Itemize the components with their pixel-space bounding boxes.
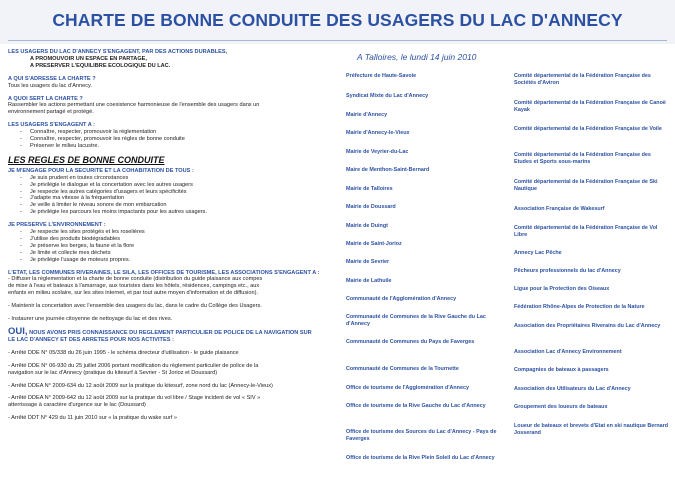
charter-text-column [8, 49, 334, 422]
decree-item: navigation sur le lac d'Annecy (pratique du kitesurf à Sevrier - St Jorioz et Doussard) [8, 369, 218, 376]
signatory: Comité départemental de la Fédération Française de Canoë Kayak [514, 100, 666, 113]
section-heading: LES USAGERS S'ENGAGENT A : [8, 122, 96, 129]
signatory: Mairie de Veyrier-du-Lac [346, 149, 409, 155]
list-item: - Je privilégie le dialogue et la concertation avec les autres usagers [8, 182, 334, 189]
signatory: Communauté de Communes de la Tournette [346, 366, 459, 372]
list-item: - Je suis prudent en toutes circonstances [8, 175, 334, 182]
body-text: Rassembler les actions permettant une coexistence harmonieuse de l'ensemble des usagers dans un [8, 102, 260, 109]
decree-item: - Arrêté DDE N° 06-930 du 25 juillet 2006 portant modification du règlement particulier de police de la [8, 362, 259, 369]
list-item: - Connaître, respecter, promouvoir les règles de bonne conduite [8, 136, 334, 143]
commitment-heading-text: NOUS AVONS PRIS CONNAISSANCE DU REGLEMENT PARTICULIER DE POLICE DE LA NAVIGATION SUR [27, 330, 312, 336]
list-item: - Je privilégie l'usage de moteurs propres. [8, 257, 334, 264]
signatory: Préfecture de Haute-Savoie [346, 73, 417, 79]
list-item: - Préserver le milieu lacustre. [8, 143, 334, 150]
body-text: environnement partagé et protégé. [8, 109, 94, 116]
signatory: Mairie d'Annecy-le-Vieux [346, 130, 410, 136]
decree-item: - Arrêté DDEA N° 2009-634 du 12 août 2009 sur la pratique du kitesurf, zone nord du lac (Annecy-le-Vieux) [8, 382, 273, 389]
body-text: enfants en milieu scolaire, sur les sites internet, et par tout autre moyen d'information et de diffusion). [8, 290, 259, 297]
signatory: Mairie de Duingt [346, 223, 388, 229]
signatory: Association Française de Wakesurf [514, 206, 605, 212]
body-text: de mise à l'eau et bateaux à l'amarrage, aux touristes dans les hôtels, résidences, campings etc., aux [8, 283, 260, 290]
list-item: - Je respecte les sites protégés et les roselières [8, 229, 334, 236]
rules-title: LES REGLES DE BONNE CONDUITE [8, 154, 165, 165]
list-item: - J'utilise des produits biodégradables [8, 236, 334, 243]
signatory: Comité départemental de la Fédération Française de Vol Libre [514, 225, 658, 238]
signatory: Loueur de bateaux et brevets d'Etat en ski nautique Bernard Josserand [514, 423, 669, 436]
intro-point: A PRESERVER L'EQUILIBRE ECOLOGIQUE DU LAC. [30, 62, 171, 69]
signatory: Office de tourisme des Sources du Lac d'Annecy - Pays de Faverges [346, 429, 497, 442]
signatory: Mairie de Saint-Jorioz [346, 241, 402, 247]
list-item: - J'adapte ma vitesse à la fréquentation [8, 195, 334, 202]
commitment-heading-line: LE LAC D'ANNECY ET DES ARRETES POUR NOS ACTIVITES : [8, 336, 174, 343]
signatory: Office de tourisme de la Rive Plein Soleil du Lac d'Annecy [346, 455, 495, 461]
section-heading: JE M'ENGAGE POUR LA SECURITE ET LA COHABITATION DE TOUS : [8, 167, 194, 174]
signatory: Communauté de Communes du Pays de Faverges [346, 339, 475, 345]
signatory: Mairie de Lathuile [346, 278, 392, 284]
list-item: - Je respecte les autres catégories d'usagers et leurs spécificités [8, 189, 334, 196]
signatory: Office de tourisme de la Rive Gauche du Lac d'Annecy [346, 403, 486, 409]
signatory: Fédération Rhône-Alpes de Protection de la Nature [514, 304, 645, 310]
page-title: CHARTE DE BONNE CONDUITE DES USAGERS DU LAC D'ANNECY [52, 10, 623, 30]
section-heading: JE PRESERVE L'ENVIRONNEMENT : [8, 222, 106, 229]
signatory: Communauté de Communes de la Rive Gauche du Lac d'Annecy [346, 314, 486, 327]
signatory: Mairie de Talloires [346, 186, 393, 192]
list-item: - Je préserve les berges, la faune et la flore [8, 243, 334, 250]
signatory: Association des Propriétaires Riverains du Lac d'Annecy [514, 323, 661, 329]
commitment-oui: OUI, [8, 326, 28, 337]
commitment-heading [8, 326, 334, 337]
section-heading: A QUOI SERT LA CHARTE ? [8, 95, 83, 102]
signatory: Pêcheurs professionnels du lac d'Annecy [514, 268, 621, 274]
signatory: Comité départemental de la Fédération Française de Voile [514, 126, 662, 132]
intro-point: A PROMOUVOIR UN ESPACE EN PARTAGE, [30, 55, 147, 62]
signatory: Groupement des loueurs de bateaux [514, 404, 608, 410]
signatory: Compagnies de bateaux à passagers [514, 367, 609, 373]
list-item: - Je privilégie les parcours les moins impactants pour les autres usagers. [8, 209, 334, 216]
signing-date: A Talloires, le lundi 14 juin 2010 [357, 52, 477, 62]
signatory: Comité départemental de la Fédération Française des Sociétés d'Aviron [514, 73, 651, 86]
signatory: Mairie de Sevrier [346, 259, 390, 265]
list-item: - Connaître, respecter, promouvoir la réglementation [8, 129, 334, 136]
section-heading: A QUI S'ADRESSE LA CHARTE ? [8, 75, 96, 82]
title-divider [8, 40, 667, 41]
decree-item: - Arrêté DDEA N° 2009-642 du 12 août 2009 sur la pratique du vol libre / Stage incident de vol « SIV » [8, 395, 261, 402]
body-text: Tous les usagers du lac d'Annecy. [8, 82, 92, 89]
signatory: Annecy Lac Pêche [514, 250, 562, 256]
signatory: Communauté de l'Agglomération d'Annecy [346, 296, 457, 302]
signatory: Office de tourisme de l'Agglomération d'Annecy [346, 385, 469, 391]
signatory: Mairie de Doussard [346, 204, 396, 210]
signatory: Ligue pour la Protection des Oiseaux [514, 286, 610, 292]
signatory: Comité départemental de la Fédération Française de Ski Nautique [514, 179, 658, 192]
signatory: Association des Utilisateurs du Lac d'Annecy [514, 386, 631, 392]
decree-item: - Arrêté DDE N° 05/338 du 26 juin 1995 - le schéma directeur d'utilisation - le guide plaisance [8, 349, 239, 356]
signatory: Mairie d'Annecy [346, 112, 388, 118]
intro-heading: LES USAGERS DU LAC D'ANNECY S'ENGAGENT, PAR DES ACTIONS DURABLES, [8, 49, 228, 55]
list-item: - Je veille à limiter le niveau sonore de mon embarcation [8, 202, 334, 209]
decree-item: - Arrêté DDT N° 429 du 11 juin 2010 sur « la pratique du wake surf » [8, 415, 178, 422]
signatory: Maire de Menthon-Saint-Bernard [346, 167, 430, 173]
signatory: Association Lac d'Annecy Environnement [514, 349, 622, 355]
section-heading: L'ETAT, LES COMMUNES RIVERAINES, LE SILA, LES OFFICES DE TOURISME, LES ASSOCIATIONS S'ENGAGENT A : [8, 269, 320, 276]
body-text: - Maintenir la concertation avec l'ensemble des usagers du lac, dans le cadre du Collège des Usagers. [8, 303, 262, 310]
body-text: - Instaurer une journée citoyenne de nettoyage du lac et des rives. [8, 316, 173, 323]
signatory: Syndicat Mixte du Lac d'Annecy [346, 93, 429, 99]
list-item: - Je limite et collecte mes déchets [8, 250, 334, 257]
body-text: - Diffuser la réglementation et la charte de bonne conduite (distribution du guide plaisance aux compes [8, 276, 263, 283]
decree-item: atterrissage à caractère d'urgence sur le lac (Doussard) [8, 402, 146, 409]
signatory: Comité départemental de la Fédération Française des Etudes et Sports sous-marins [514, 152, 651, 165]
